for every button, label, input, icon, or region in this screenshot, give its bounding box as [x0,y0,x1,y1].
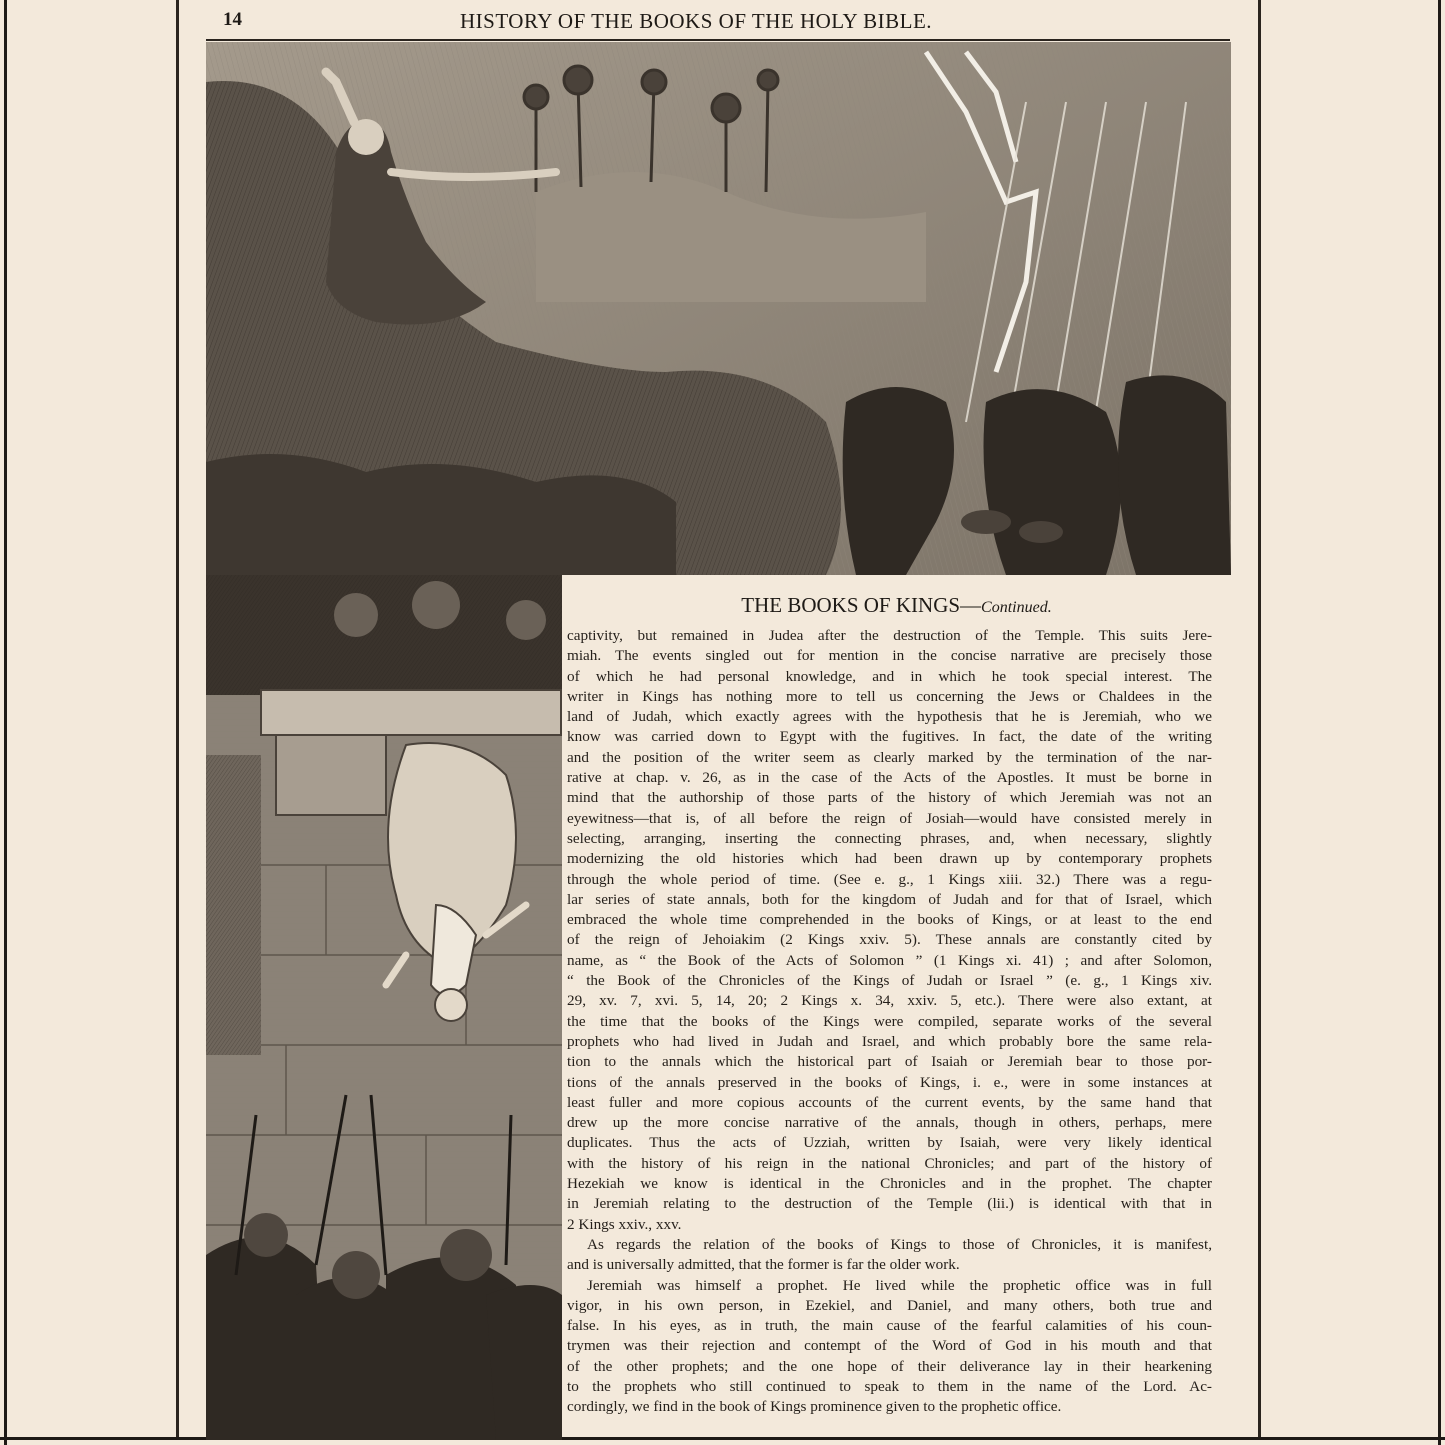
body-line: and is universally admitted, that the former is far the older work. [567,1256,960,1274]
section-title [562,593,1231,618]
body-line: know was carried down to Egypt with the fugitives. In fact, the date of the writing [567,728,1212,746]
body-line: prophets who had lived in Judah and Israel, and which probably bore the same rela- [567,1032,1212,1050]
outer-rule-right [1438,0,1441,1445]
body-line: writer in Kings has nothing more to tell us concerning the Jews or Chaldees in the [567,687,1212,705]
body-line: mind that the authorship of those parts of the history of which Jeremiah was not an [567,789,1212,807]
body-line: 2 Kings xxiv., xxv. [567,1215,682,1233]
body-line: rative at chap. v. 26, as in the case of the Acts of the Apostles. It must be borne in [567,769,1212,787]
body-line: of the reign of Jehoiakim (2 Kings xxiv. 5). These annals are constantly cited by [567,931,1212,949]
body-line: tion to the annals which the historical part of Isaiah or Jeremiah bear to those por- [567,1053,1212,1071]
body-line: modernizing the old histories which had been drawn up by contemporary prophets [567,850,1212,868]
prophet-lightning-illustration [206,42,1231,575]
body-line: 29, xv. 7, xvi. 5, 14, 20; 2 Kings x. 34, xxiv. 5, etc.). There were also extant, at [567,992,1212,1010]
margin-rule-left [176,0,179,1437]
body-line: duplicates. Thus the acts of Uzziah, written by Isaiah, were very likely identical [567,1134,1212,1152]
body-line: in Jeremiah relating to the destruction of the Temple (lii.) is identical with that in [567,1195,1212,1213]
body-line: tions of the annals preserved in the books of Kings, i. e., were in some instances at [567,1073,1212,1091]
falling-figure-illustration [206,575,562,1440]
body-line: through the whole period of time. (See e. g., 1 Kings xiii. 32.) There was a regu- [567,870,1212,888]
body-line: miah. The events singled out for mention in the concise narrative are precisely those [567,647,1212,665]
body-line: with the history of his reign in the national Chronicles; and part of the history of [567,1154,1212,1172]
body-line: and the position of the writer seem as clearly marked by the termination of the nar- [567,748,1212,766]
body-line: the time that the books of the Kings were compiled, separate works of the several [567,1012,1212,1030]
body-text [567,626,1212,1418]
body-line: Hezekiah we know is identical in the Chronicles and in the prophet. The chapter [567,1175,1212,1193]
section-title-continued: Continued. [981,599,1052,616]
body-line: vigor, in his own person, in Ezekiel, and Daniel, and many others, both true and [567,1296,1212,1314]
body-line: false. In his eyes, as in truth, the main cause of the fearful calamities of his coun- [567,1317,1212,1335]
body-line: trymen was their rejection and contempt of the Word of God in his mouth and that [567,1337,1212,1355]
body-line: of the other prophets; and the one hope of their deliverance lay in their hearkening [567,1357,1212,1375]
engraving-falling-figure [206,575,562,1440]
running-title: HISTORY OF THE BOOKS OF THE HOLY BIBLE. [460,9,933,33]
body-line: selecting, arranging, inserting the connecting phrases, and, when necessary, slightly [567,829,1212,847]
body-line: eyewitness—that is, of all before the reign of Josiah—would have consisted merely in [567,809,1212,827]
body-line: land of Judah, which exactly agrees with the hypothesis that he is Jeremiah, who we [567,708,1212,726]
section-title-main: THE BOOKS OF KINGS— [741,593,982,617]
body-line: lar series of state annals, both for the kingdom of Judah and for that of Israel, which [567,890,1212,908]
page-number: 14 [223,9,242,30]
text-panel [562,575,1231,1437]
body-line: of which he had personal knowledge, and in which he took special interest. The [567,667,1212,685]
body-line: drew up the more concise narrative of the annals, though in others, perhaps, mere [567,1114,1212,1132]
body-line: cordingly, we find in the book of Kings prominence given to the prophetic office. [567,1398,1062,1416]
body-line: name, as “ the Book of the Acts of Solomon ” (1 Kings xi. 41) ; and after Solomon, [567,951,1212,969]
margin-rule-right [1258,0,1261,1437]
header-rule [206,39,1230,41]
body-line: least fuller and more copious accounts of the current events, by the same hand that [567,1093,1212,1111]
body-line: As regards the relation of the books of Kings to those of Chronicles, it is manifest, [587,1235,1212,1253]
body-line: to the prophets who still continued to speak to them in the name of the Lord. Ac- [567,1377,1212,1395]
body-line: Jeremiah was himself a prophet. He lived while the prophetic office was in full [587,1276,1212,1294]
body-line: “ the Book of the Chronicles of the Kings of Judah or Israel ” (e. g., 1 Kings xiv. [567,972,1212,990]
body-line: captivity, but remained in Judea after the destruction of the Temple. This suits Jere- [567,627,1212,644]
outer-rule-left [4,0,7,1445]
engraving-prophet-lightning [206,42,1231,575]
body-line: embraced the whole time comprehended in the books of Kings, or at least to the end [567,911,1212,929]
